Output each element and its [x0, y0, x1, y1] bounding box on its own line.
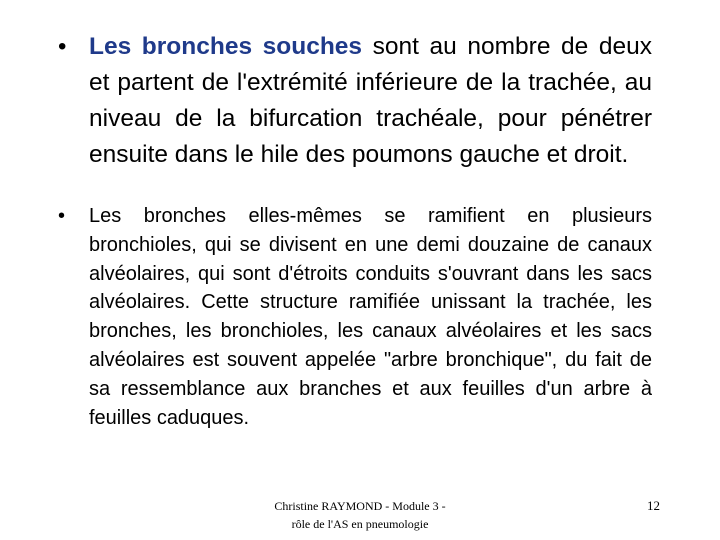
bullet-text: Les bronches elles-mêmes se ramifient en plusieurs bronchioles, qui se divisent en une demi douzaine de canaux alvéolaires, qui sont d'étroits conduits s'ouvrant dans les sacs alvéolaires. Cette structure ramifiée unissant la trachée, les bronches, les bronchioles, les canaux alvéolaires et les sacs alvéolaires est souvent appelée "arbre bronchique", du fait de sa ressemblance aux branches et aux feuilles d'un arbre à feuilles caduques. [89, 205, 652, 429]
bullet-body-text: sont au nombre de deux et partent de l'extrémité inférieure de la trachée, au niveau de la bifurcation trachéale, pour pénétrer ensuite dans le hile des poumons gauche et droit. [89, 33, 652, 168]
footer-author-line2: rôle de l'AS en pneumologie [291, 517, 429, 531]
footer-author [240, 497, 480, 533]
page-number: 12 [647, 498, 660, 513]
bullet-item-bronches-souches [58, 29, 652, 173]
bullet-text [89, 29, 652, 173]
bullet-marker: • [58, 205, 66, 227]
bullet-item-ramification [58, 202, 652, 432]
bullet-marker: • [58, 33, 67, 60]
footer-author-line1: Christine RAYMOND - Module 3 - [274, 499, 446, 513]
highlighted-term: Les bronches souches [89, 33, 363, 60]
